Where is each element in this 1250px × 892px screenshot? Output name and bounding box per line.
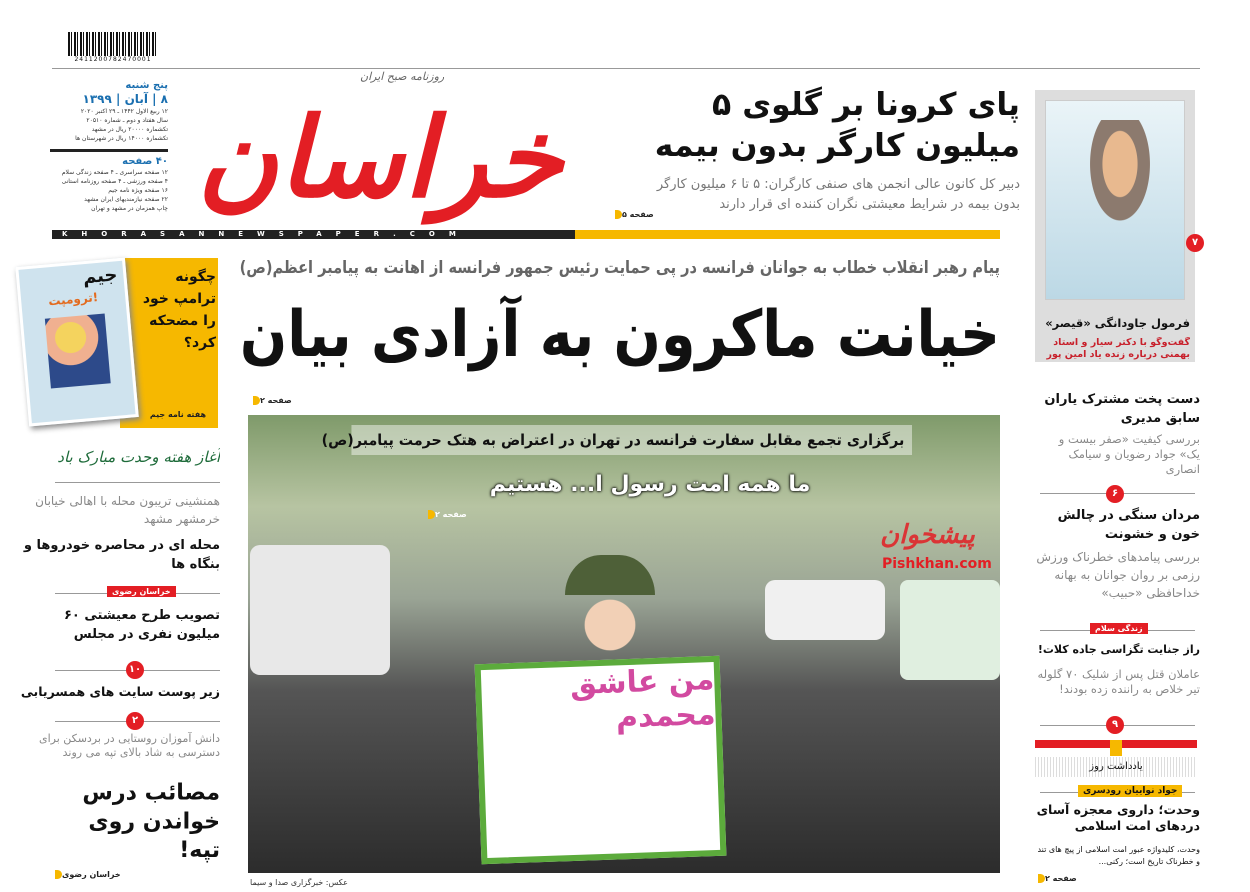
photo-car [250,545,390,675]
pishkhan-url: Pishkhan.com [882,556,992,572]
top-story-headline[interactable]: پای کرونا بر گلوی ۵ میلیون کارگر بدون بیمه [654,87,1020,164]
top-story-page[interactable]: صفحه ۵ [612,210,654,219]
issue-detail: تکشماره ۱۴۰۰۰ ریال در شهرستان ها [75,135,168,142]
page-badge[interactable]: ۹ [1106,716,1124,734]
photo-car [765,580,885,640]
divider [52,68,1200,69]
sign-text: من عاشق محمدم [569,661,717,736]
yellow-strip [575,230,1000,239]
page-badge[interactable]: ۶ [1106,485,1124,503]
issue-day: پنج شنبه [125,80,168,91]
left-story-title[interactable]: زیر پوست سایت های همسریابی [20,684,220,699]
unity-week-greeting: آغاز هفته وحدت مبارک باد [57,448,220,466]
pishkhan-watermark: پیشخوان [880,520,975,550]
jeem-cover[interactable] [15,258,139,427]
portrait-subtitle: گفت‌وگو با دکتر سیار و استاد بهمنی درباره زنده یاد امین پور [1046,337,1190,361]
issue-info [50,80,168,213]
issue-detail: سال هفتاد و دوم ـ شماره ۲۰۵۱۰ [86,117,168,124]
page-badge[interactable]: ۱۰ [126,661,144,679]
section-label: زندگی سلام [1090,623,1148,634]
page-detail: چاپ همزمان در مشهد و تهران [91,205,168,212]
column-marker [1110,740,1122,756]
page-badge[interactable]: ۷ [1186,234,1204,252]
trump-cartoon [45,313,111,388]
main-headline[interactable]: خیانت ماکرون به آزادی بیان [239,298,1000,372]
newspaper-logo: خراسان [197,93,563,222]
photo-child [565,555,655,655]
divider [55,482,220,483]
photo-credit: عکس: خبرگزاری صدا و سیما [250,878,348,887]
issue-detail: ۱۲ ربیع الاول ۱۴۴۲ ـ ۲۹ اکتبر ۲۰۲۰ [80,108,168,115]
left-story-summary: همنشینی تریبون محله با اهالی خیابان خرمشهر مشهد [35,494,220,526]
top-story-summary: دبیر کل کانون عالی انجمن های صنفی کارگران: ۵ تا ۶ میلیون کارگر بدون بیمه در شرایط معیشتی نگران کننده ای قرار دارند [656,177,1020,212]
website-strip: KHORASANNEWSPAPER.COM [52,230,575,239]
photo-page[interactable]: صفحه ۲ [425,510,467,519]
right-story-summary: عاملان قتل پس از شلیک ۷۰ گلوله تیر خلاص به راننده زده بودند! [1037,667,1200,696]
main-kicker: پیام رهبر انقلاب خطاب به جوانان فرانسه در پی حمایت رئیس جمهور فرانسه از اهانت به پیامبر اعظم(ص) [239,258,1000,278]
left-story-kicker: دانش آموزان روستایی در بردسکن برای دسترسی به شاد بالای تپه می روند [38,732,220,759]
column-summary: وحدت، کلیدواژه عبور امت اسلامی از پیچ های تند و خطرناک تاریخ است؛ رکنی... [1037,845,1200,866]
page-badge[interactable]: ۲ [126,712,144,730]
issue-date: ۸ | آبان | ۱۳۹۹ [82,92,168,106]
page-detail: ۴ صفحه ورزشی ـ ۴ صفحه روزنامه استانی [61,178,168,185]
jeem-logo: جیم [82,264,119,289]
section-label: خراسان رضوی [107,586,176,597]
portrait-title[interactable]: فرمول جاودانگی «قیصر» [1045,316,1190,330]
column-title[interactable]: وحدت؛ داروی معجزه آسای دردهای امت اسلامی [1036,802,1200,834]
page-detail: ۱۶ صفحه ویژه نامه جیم [108,187,168,194]
portrait-face [1085,120,1155,230]
photo-title: ما همه امت رسول ا... هستیم [489,472,811,497]
right-story-summary: بررسی کیفیت «صفر بیست و یک» جواد رضویان و سیامک انصاری [1058,432,1200,476]
column-page[interactable]: صفحه ۲ [1035,874,1077,883]
left-story-source[interactable]: خراسان رضوی [52,870,121,879]
photo-car [900,580,1000,680]
page-count: ۴۰ صفحه [50,149,168,168]
right-story-summary: بررسی پیامدهای خطرناک ورزش رزمی بر روان جوانان به بهانه خداحافظی «حبیب» [1036,550,1200,600]
barcode-number: 2411200782470001 [74,56,152,63]
page-detail: ۲۲ صفحه نیازمندیهای ایران مشهد [84,196,168,203]
jeem-cover-title: ترومپت! [47,290,99,309]
photo-caption: برگزاری تجمع مقابل سفارت فرانسه در تهران در اعتراض به هتک حرمت پیامبر(ص) [351,425,912,455]
jeem-source[interactable]: هفته نامه جیم [140,410,216,419]
issue-detail: تکشماره ۲۰۰۰۰ ریال در مشهد [91,126,168,133]
right-story-title[interactable]: مردان سنگی در چالش خون و خشونت [1057,508,1200,542]
main-page[interactable]: صفحه ۲ [250,396,292,405]
page-detail: ۱۲ صفحه سراسری ـ ۴ صفحه زندگی سلام [61,169,168,176]
author-label: جواد نواییان رودسری [1078,785,1182,797]
right-story-title[interactable]: دست پخت مشترک یاران سابق مدیری [1044,392,1200,426]
tagline: روزنامه صبح ایران [360,70,445,83]
right-story-title[interactable]: راز جنایت تگزاسی جاده کلات! [1037,643,1200,656]
protest-sign [475,656,727,864]
column-label: یادداشت روز [1035,757,1197,777]
barcode [68,32,158,56]
left-story-title[interactable]: محله ای در محاصره خودروها و بنگاه ها [23,538,220,572]
left-story-title[interactable]: تصویب طرح معیشتی ۶۰ میلیون نفری در مجلس [63,608,220,642]
jeem-headline[interactable]: چگونه ترامپ خود را مضحکه کرد؟ [142,269,216,351]
left-story-headline[interactable]: مصائب درس خواندن روی تپه! [82,779,220,863]
